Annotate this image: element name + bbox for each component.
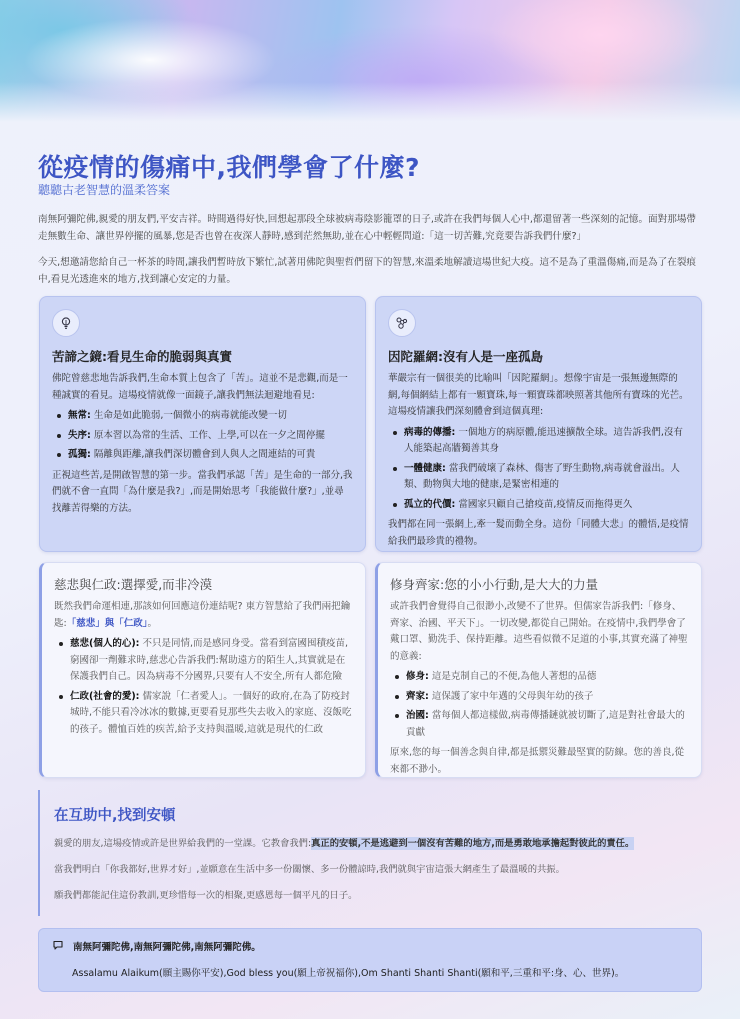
list-item: 治國: 當每個人都這樣做,病毒傳播鏈就被切斷了,這是對社會最大的貢獻: [390, 708, 689, 741]
hero-banner: [0, 0, 740, 122]
list-item: 齊家: 這保護了家中年邁的父母與年幼的孩子: [390, 689, 689, 706]
card-title: 苦諦之鏡:看見生命的脆弱與真實: [52, 349, 232, 364]
section-title: 在互助中,找到安頓: [54, 808, 176, 824]
card-paragraph: 既然我們命運相連,那該如何回應這份連結呢? 東方智慧給了我們兩把鑰匙:「慈悲」與「仁政」。: [54, 601, 351, 629]
card-self-cultivation: [375, 562, 702, 778]
list-item: 失序: 原本習以為常的生活、工作、上學,可以在一夕之間停擺: [52, 428, 353, 445]
card-paragraph: 佛陀曾慈悲地告訴我們,生命本質上包含了「苦」。這並不是悲觀,而是一種誠實的看見。這場疫情就像一面鏡子,讓我們無法迴避地看見:: [52, 373, 348, 401]
page-subtitle: 聽聽古老智慧的溫柔答案: [38, 183, 171, 197]
card-list: [390, 669, 689, 741]
prayer-box: [38, 928, 702, 992]
card-paragraph: 華嚴宗有一個很美的比喻叫「因陀羅網」。想像宇宙是一張無邊無際的網,每個網結上都有一顆寶珠,每一顆寶珠都映照著其他所有寶珠的光芒。這場疫情讓我們深刻體會到這個真理:: [388, 373, 689, 417]
lightbulb-icon: [52, 309, 80, 337]
quote-icon: [53, 940, 63, 953]
section-paragraph: 親愛的朋友,這場疫情或許是世界給我們的一堂課。它教會我們:真正的安頓,不是逃避到一個沒有苦難的地方,而是勇敢地承擔起對彼此的責任。: [54, 838, 635, 849]
list-item: 無常: 生命是如此脆弱,一個微小的病毒就能改變一切: [52, 408, 353, 425]
list-item: 修身: 這是克制自己的不便,為他人著想的品德: [390, 669, 689, 686]
list-item: 慈悲(個人的心): 不只是同情,而是感同身受。當看到富國囤積疫苗,窮國卻一劑難求時,慈悲心告訴我們:幫助遠方的陌生人,其實就是在保護我們自己。因為病毒不分國界,只要有人不安全,所有人都危險: [54, 636, 353, 686]
card-paragraph: 原來,您的每一個善念與自律,都是抵禦災難最堅實的防線。您的善良,從來都不渺小。: [390, 747, 685, 775]
card-indra-net: [375, 296, 702, 552]
section-paragraph: 當我們明白「你我都好,世界才好」,並願意在生活中多一份關懷、多一份體諒時,我們就與宇宙這張大網產生了最溫暖的共振。: [54, 864, 565, 875]
card-paragraph: 我們都在同一張網上,牽一髮而動全身。這份「同體大悲」的體悟,是疫情給我們最珍貴的禮物。: [388, 519, 689, 547]
page-title: 從疫情的傷痛中,我們學會了什麼?: [38, 153, 421, 182]
section-paragraph: 願我們都能記住這份教訓,更珍惜每一次的相聚,更感恩每一個平凡的日子。: [54, 890, 358, 901]
card-compassion: [39, 562, 366, 778]
card-paragraph: 正視這些苦,是開啟智慧的第一步。當我們承認「苦」是生命的一部分,我們就不會一直問「為什麼是我?」,而是開始思考「我能做什麼?」,並尋找離苦得樂的方法。: [52, 469, 353, 514]
list-item: 仁政(社會的愛): 儒家說「仁者愛人」。一個好的政府,在為了防疫封城時,不能只看冷冰冰的數據,更要看見那些失去收入的家庭、沒飯吃的孩子。體恤百姓的疾苦,給予支持與溫暖,這就是現代的仁政: [54, 689, 353, 739]
network-icon: [388, 309, 416, 337]
list-item: 孤獨: 隔離與距離,讓我們深切體會到人與人之間連結的可貴: [52, 447, 353, 464]
card-suffering-mirror: [39, 296, 366, 552]
prayer-line-2: Assalamu Alaikum(願主賜你平安),God bless you(願上帝祝福你),Om Shanti Shanti Shanti(願和平,三重和平:身、心、世界)。: [72, 968, 625, 979]
prayer-line-1: 南無阿彌陀佛,南無阿彌陀佛,南無阿彌陀佛。: [73, 942, 261, 953]
list-item: 一體健康: 當我們破壞了森林、傷害了野生動物,病毒就會溢出。人類、動物與大地的健康,是緊密相連的: [388, 461, 689, 494]
card-list: [388, 425, 689, 514]
card-paragraph: 或許我們會覺得自己很渺小,改變不了世界。但儒家告訴我們:「修身、齊家、治國、平天下」。一切改變,都從自己開始。在疫情中,我們學會了戴口罩、勤洗手、保持距離。這些看似微不足道的小事,其實充滿了神聖的意義:: [390, 601, 688, 662]
intro-paragraph-2: 今天,想邀請您給自己一杯茶的時間,讓我們暫時放下繁忙,試著用佛陀與聖哲們留下的智慧,來溫柔地解讀這場世紀大疫。這不是為了重溫傷痛,而是為了在裂痕中,看見光透進來的地方,找到讓心安定的力量。: [38, 257, 697, 285]
intro-paragraph-1: 南無阿彌陀佛,親愛的朋友們,平安吉祥。時間過得好快,回想起那段全球被病毒陰影籠罩的日子,或許在我們每個人心中,都還留著一些深刻的記憶。面對那場帶走無數生命、讓世界停擺的風暴,您是否也曾在夜深人靜時,感到茫然無助,並在心中輕輕問道:「這一切苦難,究竟要告訴我們什麼?」: [38, 214, 697, 242]
mutual-aid-section: [38, 790, 702, 916]
card-title: 慈悲與仁政:選擇愛,而非冷漠: [54, 577, 213, 592]
card-title: 因陀羅網:沒有人是一座孤島: [388, 349, 543, 364]
list-item: 孤立的代價: 當國家只顧自己搶疫苗,疫情反而拖得更久: [388, 497, 689, 514]
card-title: 修身齊家:您的小小行動,是大大的力量: [390, 577, 599, 592]
card-list: [54, 636, 353, 738]
card-list: [52, 408, 353, 464]
list-item: 病毒的傳播: 一個地方的病原體,能迅速擴散全球。這告訴我們,沒有人能築起高牆獨善其身: [388, 425, 689, 458]
